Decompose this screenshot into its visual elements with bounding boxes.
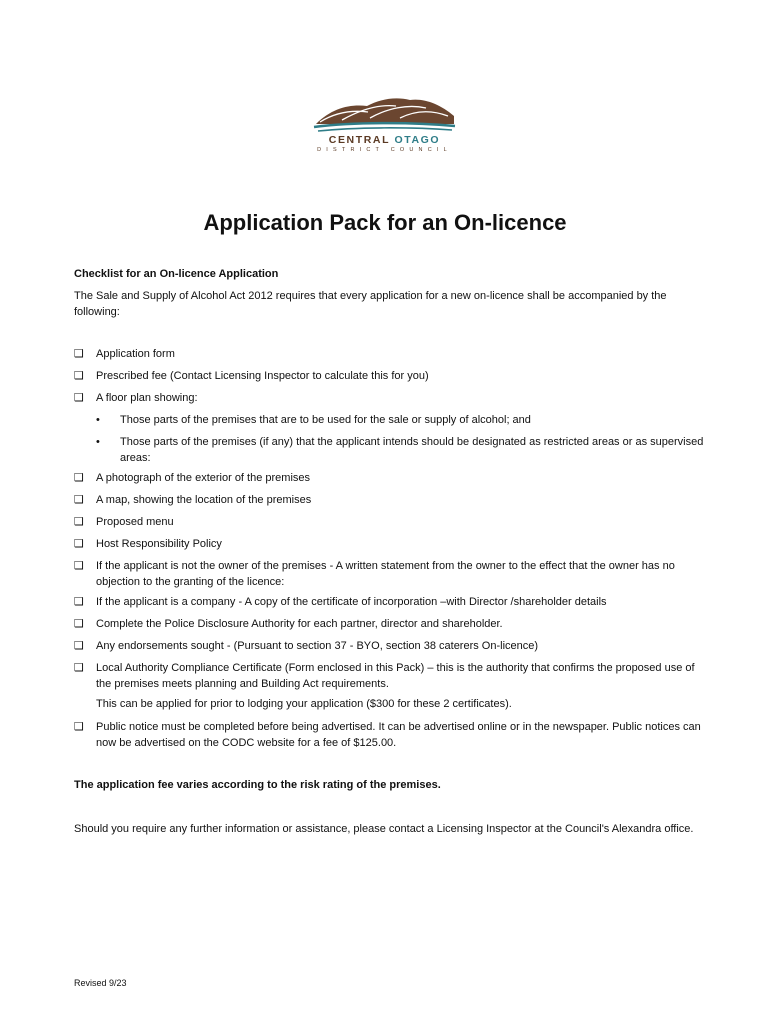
checklist-item-label: Public notice must be completed before being advertised. It can be advertised online or in the newspaper. Public notices can now be advertised on the CODC website for a fee of $125.00. bbox=[96, 721, 701, 749]
checkbox-icon: ❑ bbox=[74, 370, 84, 382]
checklist-item-label: A photograph of the exterior of the premises bbox=[96, 472, 311, 484]
fee-note: The application fee varies according to the risk rating of the premises. bbox=[74, 779, 441, 791]
checklist-item-label: Prescribed fee (Contact Licensing Inspector to calculate this for you) bbox=[96, 370, 429, 382]
logo-wordmark bbox=[314, 134, 455, 146]
checkbox-icon: ❑ bbox=[74, 494, 84, 506]
checkbox-icon: ❑ bbox=[74, 472, 84, 484]
checklist-item-label: Local Authority Compliance Certificate (Form enclosed in this Pack) – this is the authority that confirms the proposed use of the premises meets planning and Building Act requirements. bbox=[96, 662, 695, 690]
bullet-text: Those parts of the premises that are to be used for the sale or supply of alcohol; and bbox=[120, 414, 531, 426]
bullet-icon: • bbox=[96, 414, 100, 426]
checklist-item-label: Host Responsibility Policy bbox=[96, 538, 222, 550]
intro-paragraph: The Sale and Supply of Alcohol Act 2012 requires that every application for a new on-licence shall be accompanied by the following: bbox=[74, 290, 667, 318]
logo-word-otago: OTAGO bbox=[394, 134, 441, 146]
bullet-icon: • bbox=[96, 436, 100, 448]
checkbox-icon: ❑ bbox=[74, 640, 84, 652]
checkbox-icon: ❑ bbox=[74, 348, 84, 360]
logo-subtitle: DISTRICT COUNCIL bbox=[317, 147, 452, 153]
checklist-item-label: Application form bbox=[96, 348, 175, 360]
checklist-item-label: If the applicant is not the owner of the premises - A written statement from the owner to the effect that the owner has no objection to the granting of the licence: bbox=[96, 560, 675, 588]
checkbox-icon: ❑ bbox=[74, 560, 84, 572]
checklist-item-label: Any endorsements sought - (Pursuant to section 37 - BYO, section 38 caterers On-licence) bbox=[96, 640, 539, 652]
mountain-logo-icon bbox=[312, 94, 457, 136]
checkbox-icon: ❑ bbox=[74, 662, 84, 674]
checkbox-icon: ❑ bbox=[74, 618, 84, 630]
checklist-item-label: A map, showing the location of the premises bbox=[96, 494, 312, 506]
checklist-item-label: A floor plan showing: bbox=[96, 392, 198, 404]
checkbox-icon: ❑ bbox=[74, 596, 84, 608]
checkbox-icon: ❑ bbox=[74, 516, 84, 528]
revision-footer: Revised 9/23 bbox=[74, 978, 127, 988]
checklist-heading: Checklist for an On-licence Application bbox=[74, 268, 279, 280]
lodging-note: This can be applied for prior to lodging your application ($300 for these 2 certificates). bbox=[96, 698, 512, 710]
contact-note: Should you require any further information or assistance, please contact a Licensing Inspector at the Council's Alexandra office. bbox=[74, 823, 694, 835]
central-otago-logo bbox=[312, 94, 457, 158]
page-title: Application Pack for an On-licence bbox=[203, 210, 567, 235]
logo-word-central: CENTRAL bbox=[328, 134, 390, 146]
checkbox-icon: ❑ bbox=[74, 538, 84, 550]
checklist-item-label: If the applicant is a company - A copy of the certificate of incorporation –with Director /shareholder details bbox=[96, 596, 607, 608]
checkbox-icon: ❑ bbox=[74, 721, 84, 733]
checkbox-icon: ❑ bbox=[74, 392, 84, 404]
checklist-item-label: Proposed menu bbox=[96, 516, 174, 528]
checklist-item-label: Complete the Police Disclosure Authority for each partner, director and shareholder. bbox=[96, 618, 503, 630]
bullet-text: Those parts of the premises (if any) that the applicant intends should be designated as restricted areas or as supervised areas: bbox=[120, 436, 704, 464]
